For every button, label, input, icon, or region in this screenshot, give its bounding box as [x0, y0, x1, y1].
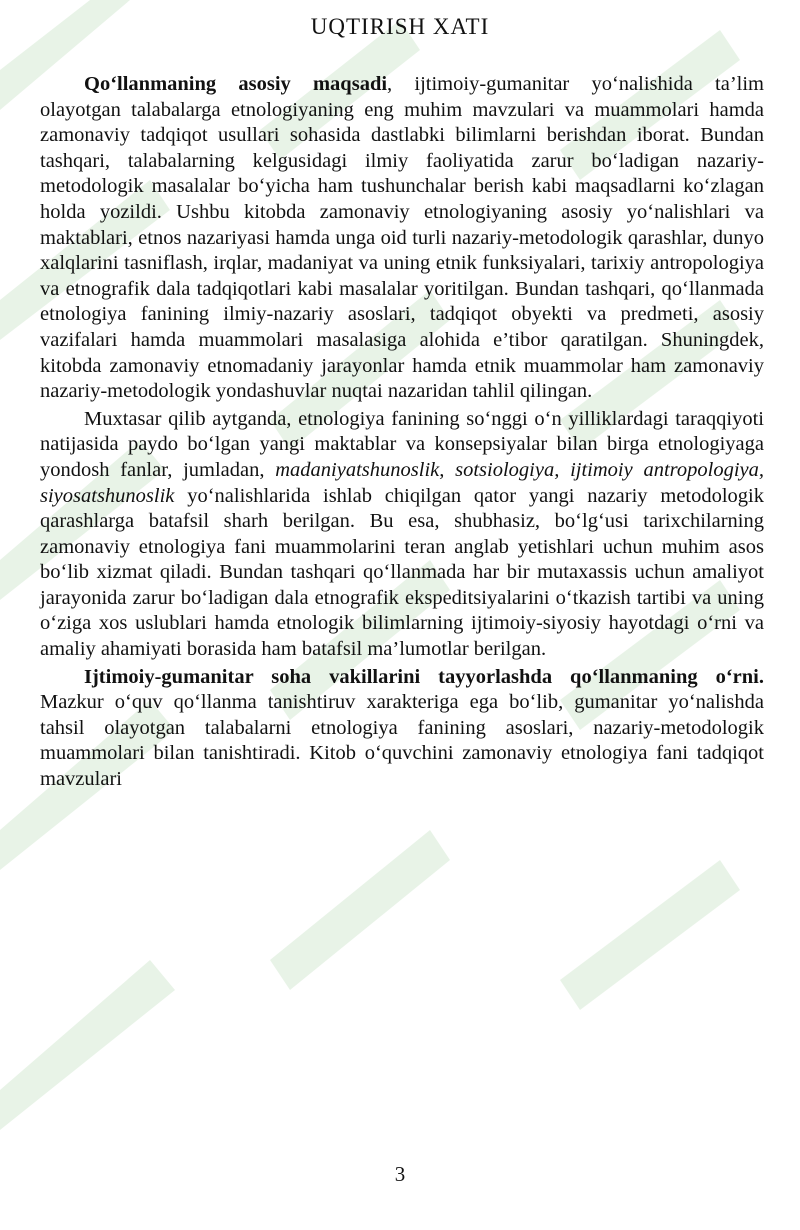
- paragraph-1-lead: Qo‘llanmaning asosiy maqsadi: [84, 73, 388, 95]
- page-number: 3: [394, 1162, 406, 1186]
- paragraph-2-text: yo‘nalishlarida ishlab chiqilgan qator yangi nazariy metodologik qarashlarga batafsil sharh berilgan. Bu esa, shubhasiz, bo‘lg‘usi tarixchilarning zamonaviy etnologiya fani muammolarini teran anglab yetishlari uchun muhim asos bo‘lib xizmat qiladi. Bundan tashqari qo‘llanmada har bir mutaxassis uchun amaliyot jarayonida zarur bo‘ladigan dala etnografik ekspeditsiyalarini o‘tkazish tartibi va uning o‘ziga xos uslublari hamda etnologik bilimlarning ijtimoiy-siyosiy hayotdagi o‘rni va amaliy ahamiyati borasida ham batafsil ma’lumotlar berilgan.: [40, 484, 764, 661]
- paragraph-3: [40, 665, 764, 793]
- paragraph-1: [40, 72, 764, 405]
- paragraph-2: [40, 407, 764, 663]
- paragraph-3-text: Mazkur o‘quv qo‘llanma tanishtiruv xarakteriga ega bo‘lib, gumanitar yo‘nalishda tahsil olayotgan talabalarni etnologiya fanining asoslari, nazariy-metodologik muammolari bilan tanishtiradi. Kitob o‘quvchini zamonaviy etnologiya fani tadqiqot mavzulari: [40, 691, 764, 791]
- paragraph-3-lead: Ijtimoiy-gumanitar soha vakillarini tayyorlashda qo‘llanmaning o‘rni.: [84, 665, 764, 688]
- page-title: UQTIRISH XATI: [310, 14, 490, 39]
- paragraph-2-italic-terms: madaniyatshunoslik, sotsiologiya, ijtimoiy antropologiya, siyosatshunoslik: [40, 458, 764, 507]
- document-body: [40, 72, 764, 795]
- paragraph-1-text: , ijtimoiy-gumanitar yo‘nalishida ta’lim olayotgan talabalarga etnologiyaning eng muhim mavzulari va muammolari hamda zamonaviy tadqiqot usullari sohasida dastlabki bilimlarni berishdan iborat. Bundan tashqari, talabalarning kelgusidagi ilmiy faoliyatida zarur bo‘ladigan nazariy-metodologik masalalar bo‘yicha ham tushunchalar berish kabi maqsadlarni ko‘zlagan holda yozildi. Ushbu kitobda zamonaviy etnologiyaning asosiy yo‘nalishlari va maktablari, etnos nazariyasi hamda unga oid turli nazariy-metodologik qarashlar, dunyo xalqlarini tasniflash, irqlar, madaniyat va uning etnik funksiyalari, tarixiy antropologiya va etnografik dala tadqiqotlari kabi masalalar yoritilgan. Bundan tashqari, qo‘llanmada etnologiya fanining ilmiy-nazariy asoslari, tadqiqot obyekti va predmeti, asosiy vazifalari hamda muammolari masalasiga alohida e’tibor qaratilgan. Shuningdek, kitobda zamonaviy etnomadaniy jarayonlar hamda etnik muammolar ham zamonaviy nazariy-metodologik yondashuvlar nuqtai nazaridan tahlil qilingan.: [40, 73, 764, 403]
- paragraph-2-intro: Muxtasar qilib aytganda, etnologiya fanining so‘nggi o‘n yilliklardagi taraqqiyoti natijasida paydo bo‘lgan yangi maktablar va konsepsiyalar bilan birga etnologiyaga yondosh fanlar, jumladan,: [40, 407, 764, 481]
